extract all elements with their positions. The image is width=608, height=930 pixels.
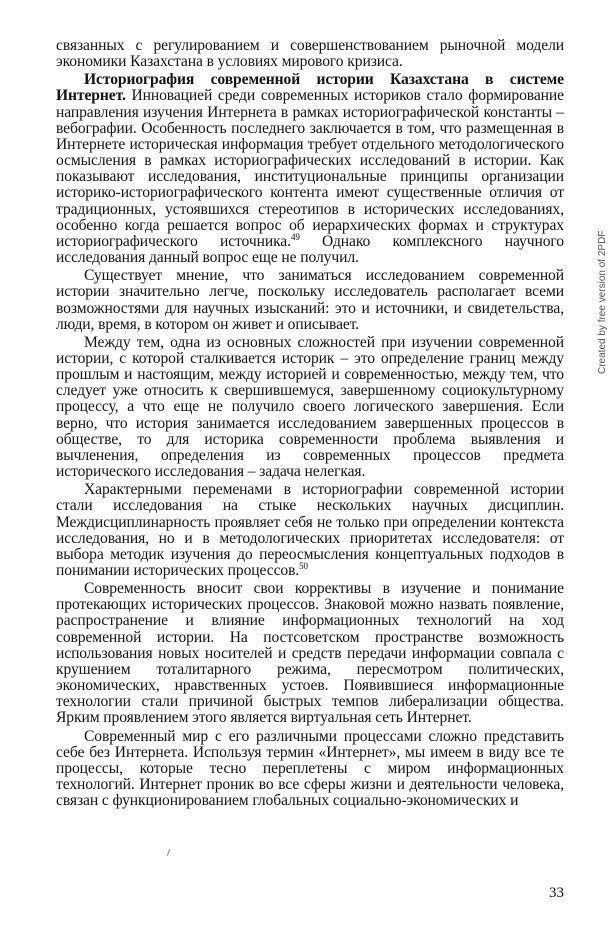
paragraph-2 <box>56 72 564 266</box>
paragraph-3-text: Существует мнение, что заниматься исследованием современной истории значительно легче, поскольку исследователь располагает всеми возможностями для научных изысканий: это и источники, и свидетельства, люди, время, в котором он живет и описывает. <box>56 267 564 333</box>
watermark-text: Created by free version of 2PDF <box>597 230 608 374</box>
watermark <box>586 222 608 374</box>
footnote-ref-50: 50 <box>299 560 308 571</box>
paragraph-1-text: связанных с регулированием и совершенствованием рыночной модели экономики Казахстана в условиях мирового кризиса. <box>56 37 564 71</box>
paragraph-6-text: Современность вносит свои коррективы в изучение и понимание протекающих исторических процессов. Знаковой можно назвать появление, распространение и влияние информационных технологий на ход современной истории. На постсоветском пространстве возможность использования новых носителей и средств передачи информации совпала с крушением тоталитарного режима, пересмотром политических, экономических, нравственных устоев. Появившиеся информационные технологии стали причиной быстрых темпов либерализации общества. Ярким проявлением этого является виртуальная сеть Интернет. <box>56 580 564 727</box>
paragraph-2-text: Инновацией среди современных историков стало формирование направления изучения Интернета в рамках историографической константы – вебографии. Особенность последнего заключается в том, что размещенная в Интернете историческая информация требует отдельного методологического осмысления в рамках историографических исследований в истории. Как показывают исследования, институциональные принципы организации историко-историографического контента имеют существенные отличия от традиционных, устоявшихся стереотипов в исторических исследованиях, особенно когда решается вопрос об иерархических формах и структурах историографического источника. <box>56 87 564 250</box>
paragraph-7 <box>56 729 564 810</box>
scan-speck <box>167 849 170 856</box>
paragraph-5-text: Характерными переменами в историографии современной истории стали исследования на стыке нескольких научных дисциплин. Междисциплинарность проявляет себя не только при определении контекста исследования, но и в методологических приоритетах исследователя: от выбора методик изучения до переосмысления концептуальных подходов в понимании исторических процессов. <box>56 481 564 579</box>
footnote-ref-49: 49 <box>290 231 300 242</box>
paragraph-2-text-after: Однако комплексного научного исследования данный вопрос еще не получил. <box>56 232 564 267</box>
paragraph-7-text: Современный мир с его различными процессами сложно представить себе без Интернета. Используя термин «Интернет», мы имеем в виду все те процессы, которые тесно переплетены с миром информационных технологий. Интернет проник во все сферы жизни и деятельности человека, связан с функционированием глобальных социально-экономических и <box>56 727 564 810</box>
paragraph-4 <box>56 335 564 480</box>
body-text <box>56 38 564 809</box>
paragraph-3 <box>56 268 564 333</box>
paragraph-1 <box>56 38 564 70</box>
paragraph-4-text: Между тем, одна из основных сложностей при изучении современной истории, с которой сталкивается историк – это определение границ между прошлым и настоящим, между историей и современностью, между тем, что следует уже относить к свершившемуся, завершенному социокультурному процессу, а что еще не получило своего логического завершения. Если верно, что история занимается исследованием завершенных процессов в обществе, то для историка современности проблема выявления и вычленения, определения из современных процессов предмета исторического исследования – задача нелегкая. <box>56 333 564 481</box>
page-number: 33 <box>549 885 564 901</box>
paragraph-6 <box>56 581 564 726</box>
paragraph-5 <box>56 482 564 579</box>
section-heading: Историография современной истории Казахстана в системе Интернет. <box>56 71 564 105</box>
